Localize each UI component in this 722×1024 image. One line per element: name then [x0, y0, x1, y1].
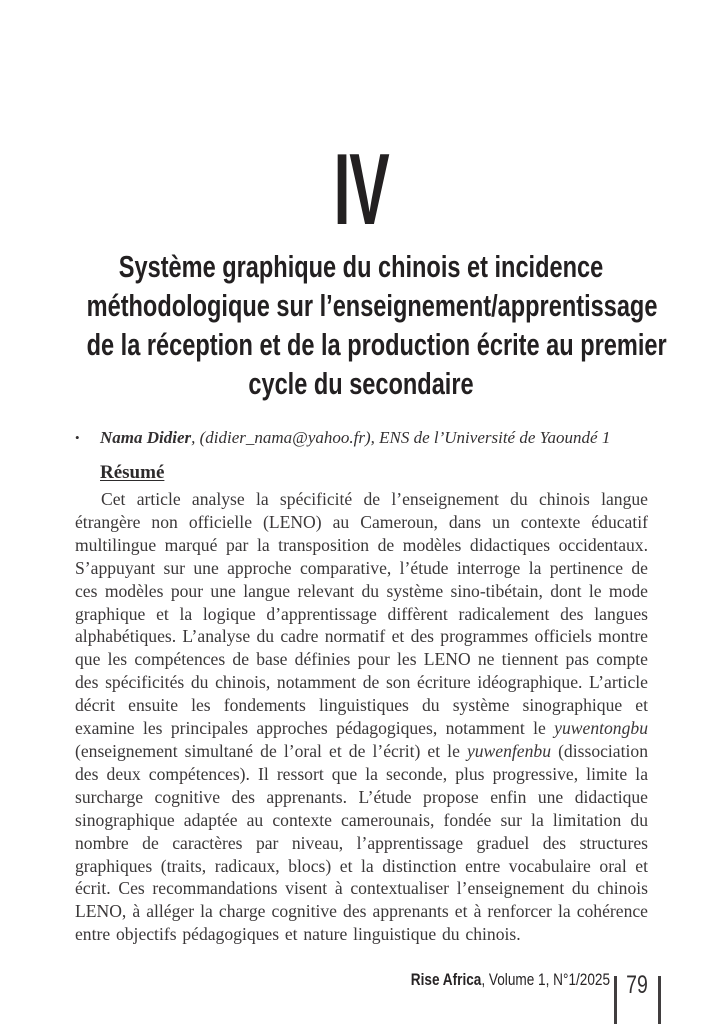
- page-number: 79: [626, 971, 648, 999]
- article-title-line-2: méthodologique sur l’enseignement/apprentissage: [86, 288, 658, 323]
- article-title-line-1: Système graphique du chinois et incidence: [118, 249, 604, 284]
- abstract-paragraph: Cet article analyse la spécificité de l’enseignement du chinois langue étrangère non officielle (LENO) au Cameroun, dans un contexte éducatif multilingue marqué par la transposition de modèles didactiques occidentaux. S’appuyant sur une approche comparative, l’étude interroge la pertinence de ces modèles pour une langue relevant du système sino-tibétain, dont le mode graphique et la logique d’apprentissage diffèrent radicalement des langues alphabétiques. L’analyse du cadre normatif et des programmes officiels montre que les compétences de base définies pour les LENO ne tiennent pas compte des spécificités du chinois, notamment de son écriture idéographique. L’article décrit ensuite les fondements linguistiques du système sinographique et examine les principales approches pédagogiques, notamment le yuwentongbu (enseignement simultané de l’oral et de l’écrit) et le yuwenfenbu (dissociation des deux compétences). Il ressort que la seconde, plus progressive, limite la surcharge cognitive des apprenants. L’étude propose enfin une didactique sinographique adaptée au contexte camerounais, fondée sur la limitation du nombre de caractères par niveau, l’apprentissage graduel des structures graphiques (traits, radicaux, blocs) et la distinction entre vocabulaire oral et écrit. Ces recommandations visent à contextualiser l’enseignement du chinois LENO, à alléger la charge cognitive des apprenants et à renforcer la cohérence entre objectifs pédagogiques et nature linguistique du chinois.: [75, 489, 648, 945]
- footer-divider-right: [658, 976, 661, 1024]
- footer-divider-left: [614, 976, 617, 1024]
- journal-volume-info: , Volume 1, N°1/2025: [481, 970, 610, 989]
- journal-name: Rise Africa: [410, 970, 482, 989]
- author-text: Nama Didier, (didier_nama@yahoo.fr), ENS de l’Université de Yaoundé 1: [100, 428, 611, 447]
- abstract-heading: Résumé: [100, 462, 165, 483]
- author-line: [75, 426, 667, 450]
- article-title-line-4: cycle du secondaire: [248, 366, 474, 401]
- chapter-numeral: IV: [333, 134, 389, 246]
- article-title-line-3: de la réception et de la production écrite au premier: [86, 327, 667, 362]
- article-title: [0, 247, 722, 403]
- bullet-icon: •: [75, 430, 80, 445]
- footer-citation: [411, 970, 610, 990]
